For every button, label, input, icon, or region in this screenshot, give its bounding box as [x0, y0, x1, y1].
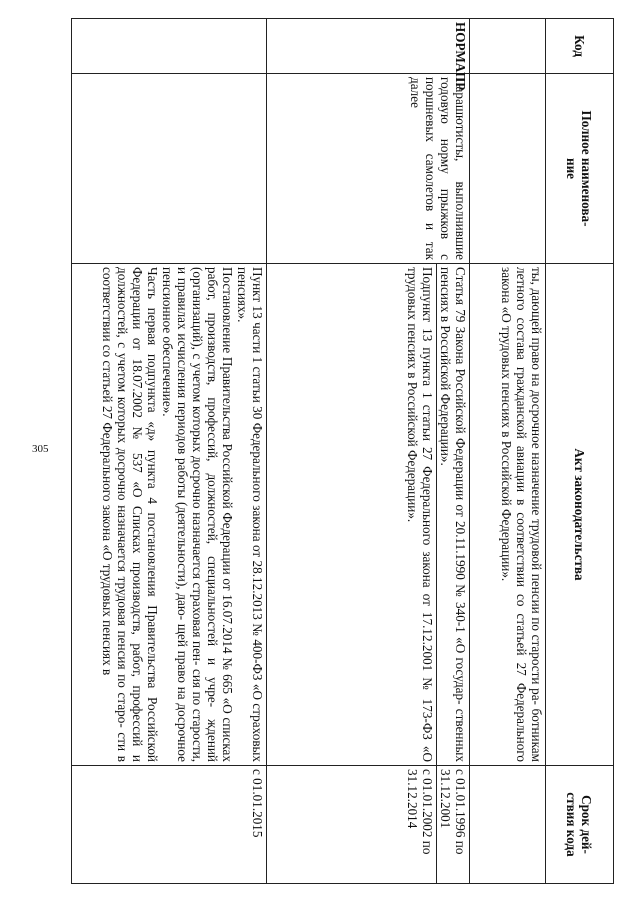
row-act — [267, 264, 470, 766]
act-text: ты, дающей право на досрочное назначение трудовой пенсии по старости ра- ботникам летного состава гражданской авиации в соответствии со статьей 27 Федерального закона «О трудовых пенсиях в Российской Федерации». — [499, 267, 544, 762]
act-text: Постановление Правительства Российской Федерации от 16.07.2014 № 665 «О списках работ, производств, профессий, должностей, специальностей и учре- ждений (организаций), с учетом которых досрочно назначается страховая пен- сия по старости, и правилах исчисления периодов работы (деятельности), даю- щей право на досрочное пенсионное обеспечение». — [160, 267, 235, 762]
row-name: Парашютисты, выполнившие годовую норму прыжков с поршневых самолетов и так далее — [267, 74, 470, 264]
act-text: Пункт 13 части 1 статьи 30 Федерального закона от 28.12.2013 № 400-ФЗ «О страховых пенсиях». — [235, 267, 265, 762]
act-text: Подпункт 13 пункта 1 статьи 27 Федерального закона от 17.12.2001 № 173-ФЗ «О трудовых пенсиях в Российской Федерации». — [405, 267, 435, 762]
table-header-row — [546, 19, 614, 884]
row-act — [470, 264, 546, 766]
header-act: Акт законодательства — [546, 264, 614, 766]
header-term: Срок дей- ствия кода — [546, 766, 614, 884]
row-name — [72, 74, 267, 264]
row-code — [72, 19, 267, 74]
term-text: с 01.01.1996 по 31.12.2001 — [438, 769, 468, 855]
act-text: Часть первая подпункта «д» пункта 4 постановления Правительства Российской Федерации от 18.07.2002 № 537 «О Списках производств, работ, профессий и должностей, с учетом которых досрочно назначается трудовая пенсия по старо- сти в соответствии со статьей 27 Федерального закона «О трудовых пенсиях в — [100, 267, 160, 762]
header-code: Код — [546, 19, 614, 74]
row-term: с 01.01.2015 — [72, 766, 267, 884]
rotated-page-content — [68, 18, 614, 883]
table-row — [267, 19, 470, 884]
row-code — [470, 19, 546, 74]
row-term — [267, 766, 470, 884]
legislation-table — [71, 18, 614, 884]
page-number: 305 — [32, 443, 49, 455]
header-full-name: Полное наименова- ние — [546, 74, 614, 264]
row-act — [72, 264, 267, 766]
row-code: НОРМАПР — [267, 19, 470, 74]
term-text: с 01.01.2002 по 31.12.2014 — [405, 769, 435, 855]
table-row — [72, 19, 267, 884]
table-row — [470, 19, 546, 884]
act-text: Статья 79 Закона Российской Федерации от 20.11.1990 № 340-1 «О государ- ственных пенсиях в Российской Федерации». — [438, 267, 468, 762]
row-name — [470, 74, 546, 264]
row-term — [470, 766, 546, 884]
